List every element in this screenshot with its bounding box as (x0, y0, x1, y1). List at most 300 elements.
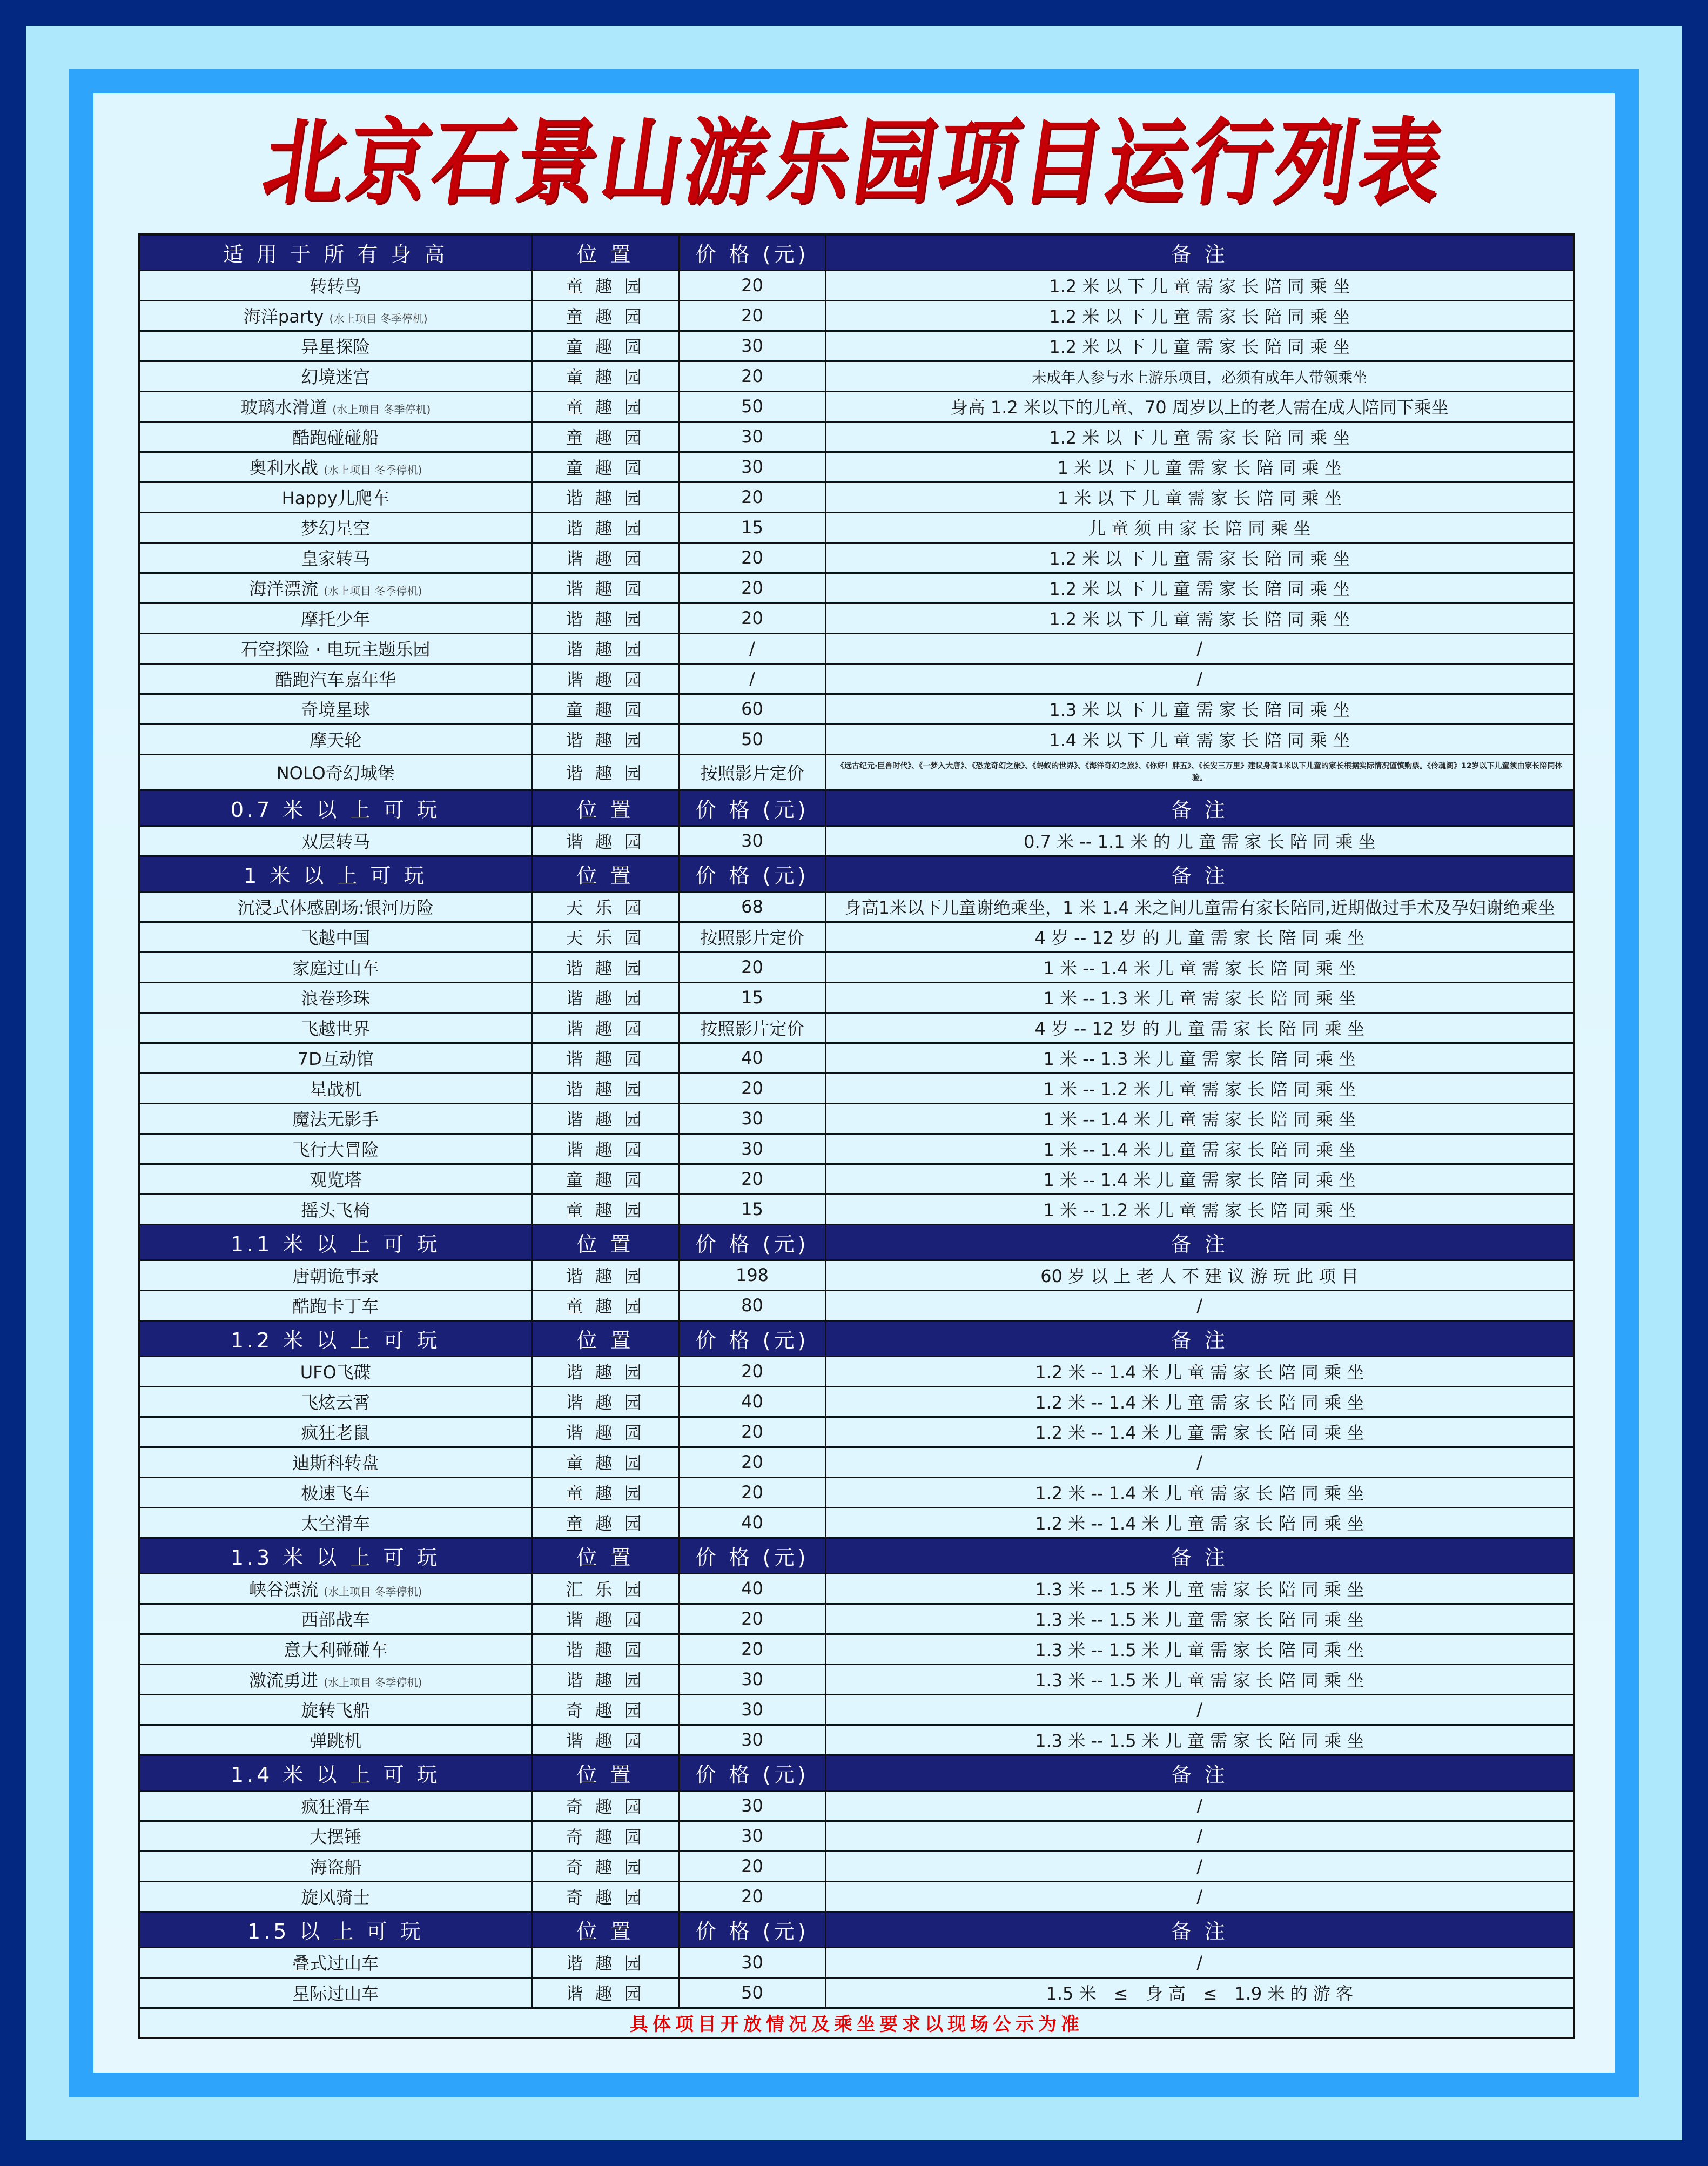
section-height-label: 1.3 米 以 上 可 玩 (139, 1538, 532, 1573)
ride-price: 30 (679, 1725, 825, 1755)
ride-location: 谐 趣 园 (532, 1664, 679, 1694)
ride-name-cell (139, 391, 532, 421)
column-header-price: 价 格 (元) (679, 790, 825, 826)
column-header-price: 价 格 (元) (679, 1224, 825, 1260)
column-header-price: 价 格 (元) (679, 1320, 825, 1356)
ride-price: 20 (679, 573, 825, 603)
ride-location: 童 趣 园 (532, 452, 679, 482)
ride-name-cell (139, 1012, 532, 1043)
table-row (139, 1694, 1574, 1725)
section-height-label: 1.5 以 上 可 玩 (139, 1912, 532, 1947)
table-row (139, 331, 1574, 361)
ride-price: 20 (679, 1447, 825, 1477)
section-header-row (139, 1912, 1574, 1947)
column-header-remark: 备 注 (825, 1538, 1574, 1573)
ride-price: 20 (679, 270, 825, 300)
ride-price: 按照影片定价 (679, 922, 825, 952)
ride-price: 按照影片定价 (679, 1012, 825, 1043)
ride-name-cell (139, 1164, 532, 1194)
ride-price: 68 (679, 891, 825, 922)
ride-location: 童 趣 园 (532, 1507, 679, 1538)
ride-name-cell (139, 1821, 532, 1851)
ride-name: 玻璃水滑道 (240, 397, 327, 418)
ride-remark: / (825, 1851, 1574, 1881)
ride-location: 童 趣 园 (532, 270, 679, 300)
ride-name: 酷跑卡丁车 (292, 1296, 379, 1317)
rides-table-body (139, 234, 1574, 2038)
ride-name-cell (139, 331, 532, 361)
ride-name: 疯狂老鼠 (301, 1423, 371, 1443)
ride-remark: 1.2 米 以 下 儿 童 需 家 长 陪 同 乘 坐 (825, 573, 1574, 603)
section-header-row (139, 856, 1574, 891)
section-height-label: 适 用 于 所 有 身 高 (139, 234, 532, 270)
column-header-remark: 备 注 (825, 856, 1574, 891)
ride-price: / (679, 633, 825, 663)
ride-price: 20 (679, 542, 825, 573)
table-row (139, 452, 1574, 482)
table-row (139, 754, 1574, 790)
ride-name: 飞炫云霄 (301, 1392, 371, 1413)
ride-name: 激流勇进 (249, 1670, 319, 1691)
ride-name-cell (139, 1134, 532, 1164)
ride-remark: 1.5 米 ≤ 身 高 ≤ 1.9 米 的 游 客 (825, 1977, 1574, 2008)
ride-price: 30 (679, 331, 825, 361)
section-header-row (139, 1538, 1574, 1573)
ride-name-cell (139, 1694, 532, 1725)
column-header-price: 价 格 (元) (679, 1912, 825, 1947)
ride-location: 谐 趣 园 (532, 1043, 679, 1073)
ride-location: 谐 趣 园 (532, 663, 679, 694)
ride-price: 15 (679, 1194, 825, 1224)
ride-name-cell (139, 1881, 532, 1912)
ride-name: UFO飞碟 (300, 1362, 371, 1383)
ride-price: 50 (679, 724, 825, 754)
ride-name-cell (139, 573, 532, 603)
ride-name-cell (139, 826, 532, 856)
ride-price: 30 (679, 452, 825, 482)
ride-name: 迪斯科转盘 (292, 1453, 379, 1473)
rides-table (138, 233, 1575, 2039)
ride-name-cell (139, 482, 532, 512)
ride-price: 20 (679, 1164, 825, 1194)
table-row (139, 421, 1574, 452)
ride-name: 意大利碰碰车 (284, 1640, 388, 1660)
ride-location: 谐 趣 园 (532, 633, 679, 663)
ride-price: 15 (679, 512, 825, 542)
ride-note: (水上项目 冬季停机) (324, 1676, 422, 1689)
ride-remark: 身高 1.2 米以下的儿童、70 周岁以上的老人需在成人陪同下乘坐 (825, 391, 1574, 421)
ride-name-cell (139, 724, 532, 754)
ride-note: (水上项目 冬季停机) (324, 585, 422, 598)
table-row (139, 952, 1574, 982)
ride-name: 星战机 (310, 1079, 362, 1099)
ride-name-cell (139, 270, 532, 300)
ride-remark: 1.2 米 以 下 儿 童 需 家 长 陪 同 乘 坐 (825, 270, 1574, 300)
ride-location: 谐 趣 园 (532, 1103, 679, 1134)
table-row (139, 1260, 1574, 1290)
column-header-location: 位 置 (532, 1224, 679, 1260)
ride-name: Happy儿爬车 (281, 488, 389, 508)
ride-remark: 1 米 -- 1.2 米 儿 童 需 家 长 陪 同 乘 坐 (825, 1194, 1574, 1224)
ride-remark: 1.2 米 以 下 儿 童 需 家 长 陪 同 乘 坐 (825, 421, 1574, 452)
ride-name: 梦幻星空 (301, 518, 371, 539)
ride-price: 20 (679, 1477, 825, 1507)
ride-location: 谐 趣 园 (532, 826, 679, 856)
table-row (139, 391, 1574, 421)
ride-name: 沉浸式体感剧场:银河历险 (237, 897, 434, 918)
table-row (139, 1073, 1574, 1103)
ride-name: 疯狂滑车 (301, 1796, 371, 1817)
ride-location: 谐 趣 园 (532, 952, 679, 982)
ride-remark: 1 米 -- 1.4 米 儿 童 需 家 长 陪 同 乘 坐 (825, 952, 1574, 982)
ride-name-cell (139, 603, 532, 633)
ride-location: 奇 趣 园 (532, 1851, 679, 1881)
ride-price: 80 (679, 1290, 825, 1320)
ride-name: 家庭过山车 (292, 958, 379, 978)
ride-name: 大摆锤 (310, 1827, 362, 1847)
ride-location: 谐 趣 园 (532, 573, 679, 603)
ride-price: 60 (679, 694, 825, 724)
ride-price: / (679, 663, 825, 694)
ride-remark: 1.3 米 -- 1.5 米 儿 童 需 家 长 陪 同 乘 坐 (825, 1664, 1574, 1694)
section-header-row (139, 790, 1574, 826)
ride-remark: 1.3 米 -- 1.5 米 儿 童 需 家 长 陪 同 乘 坐 (825, 1725, 1574, 1755)
section-header-row (139, 1320, 1574, 1356)
ride-location: 谐 趣 园 (532, 1134, 679, 1164)
ride-remark: / (825, 1947, 1574, 1977)
section-height-label: 1 米 以 上 可 玩 (139, 856, 532, 891)
ride-name-cell (139, 1260, 532, 1290)
table-row (139, 1725, 1574, 1755)
table-row (139, 1791, 1574, 1821)
footer-row (139, 2008, 1574, 2038)
ride-location: 谐 趣 园 (532, 724, 679, 754)
table-row (139, 1012, 1574, 1043)
ride-price: 50 (679, 1977, 825, 2008)
ride-remark: / (825, 633, 1574, 663)
ride-location: 谐 趣 园 (532, 982, 679, 1012)
table-row (139, 1134, 1574, 1164)
column-header-price: 价 格 (元) (679, 856, 825, 891)
table-row (139, 1947, 1574, 1977)
ride-name-cell (139, 1664, 532, 1694)
ride-price: 按照影片定价 (679, 754, 825, 790)
table-row (139, 891, 1574, 922)
ride-name: 摩天轮 (310, 730, 362, 750)
ride-price: 40 (679, 1386, 825, 1417)
table-row (139, 1417, 1574, 1447)
column-header-remark: 备 注 (825, 1224, 1574, 1260)
ride-name-cell (139, 1573, 532, 1604)
ride-name: 幻境迷宫 (301, 367, 371, 387)
ride-remark: 4 岁 -- 12 岁 的 儿 童 需 家 长 陪 同 乘 坐 (825, 922, 1574, 952)
ride-location: 奇 趣 园 (532, 1694, 679, 1725)
ride-remark: 1 米 -- 1.4 米 儿 童 需 家 长 陪 同 乘 坐 (825, 1164, 1574, 1194)
ride-note: (水上项目 冬季停机) (329, 312, 428, 325)
ride-price: 50 (679, 391, 825, 421)
ride-name: 飞越世界 (301, 1018, 371, 1039)
ride-name: 海盗船 (310, 1857, 362, 1877)
column-header-remark: 备 注 (825, 1755, 1574, 1791)
ride-name: 海洋漂流 (249, 579, 319, 599)
ride-name: 魔法无影手 (292, 1109, 379, 1130)
ride-price: 30 (679, 1694, 825, 1725)
column-header-price: 价 格 (元) (679, 1538, 825, 1573)
ride-name-cell (139, 694, 532, 724)
ride-name-cell (139, 1791, 532, 1821)
column-header-remark: 备 注 (825, 1912, 1574, 1947)
ride-price: 40 (679, 1573, 825, 1604)
ride-location: 天 乐 园 (532, 922, 679, 952)
ride-name-cell (139, 1194, 532, 1224)
ride-price: 20 (679, 482, 825, 512)
ride-name-cell (139, 1290, 532, 1320)
ride-name-cell (139, 1103, 532, 1134)
ride-name: 飞越中国 (301, 928, 371, 948)
ride-price: 20 (679, 1881, 825, 1912)
section-header-row (139, 1755, 1574, 1791)
ride-location: 童 趣 园 (532, 1447, 679, 1477)
ride-name-cell (139, 982, 532, 1012)
section-height-label: 1.2 米 以 上 可 玩 (139, 1320, 532, 1356)
ride-name-cell (139, 1604, 532, 1634)
ride-location: 童 趣 园 (532, 361, 679, 391)
column-header-location: 位 置 (532, 1320, 679, 1356)
table-row (139, 1664, 1574, 1694)
ride-note: (水上项目 冬季停机) (324, 464, 422, 477)
ride-price: 20 (679, 952, 825, 982)
ride-remark: 1.2 米 -- 1.4 米 儿 童 需 家 长 陪 同 乘 坐 (825, 1356, 1574, 1386)
column-header-location: 位 置 (532, 1912, 679, 1947)
ride-price: 15 (679, 982, 825, 1012)
ride-location: 童 趣 园 (532, 1290, 679, 1320)
ride-price: 20 (679, 1356, 825, 1386)
ride-name: 7D互动馆 (297, 1049, 374, 1069)
ride-price: 20 (679, 361, 825, 391)
table-row (139, 922, 1574, 952)
ride-location: 谐 趣 园 (532, 1012, 679, 1043)
ride-name-cell (139, 1851, 532, 1881)
ride-remark: / (825, 1694, 1574, 1725)
table-row (139, 603, 1574, 633)
ride-name: NOLO奇幻城堡 (276, 763, 395, 783)
ride-name: 弹跳机 (310, 1731, 362, 1751)
ride-remark: / (825, 1290, 1574, 1320)
ride-location: 奇 趣 园 (532, 1881, 679, 1912)
ride-price: 30 (679, 1791, 825, 1821)
ride-name: 观览塔 (310, 1170, 362, 1190)
ride-price: 30 (679, 1947, 825, 1977)
table-row (139, 1851, 1574, 1881)
page-title: 北京石景山游乐园项目运行列表 (256, 109, 1452, 218)
ride-location: 谐 趣 园 (532, 1260, 679, 1290)
column-header-remark: 备 注 (825, 790, 1574, 826)
ride-location: 谐 趣 园 (532, 1356, 679, 1386)
ride-remark: / (825, 663, 1574, 694)
ride-location: 童 趣 园 (532, 1477, 679, 1507)
table-row (139, 1356, 1574, 1386)
table-row (139, 1043, 1574, 1073)
ride-name-cell (139, 952, 532, 982)
ride-name-cell (139, 542, 532, 573)
ride-price: 30 (679, 1821, 825, 1851)
ride-name: 奇境星球 (301, 700, 371, 720)
table-row (139, 1164, 1574, 1194)
table-row (139, 633, 1574, 663)
ride-location: 童 趣 园 (532, 1164, 679, 1194)
ride-note: (水上项目 冬季停机) (332, 403, 431, 416)
ride-location: 汇 乐 园 (532, 1573, 679, 1604)
ride-location: 谐 趣 园 (532, 512, 679, 542)
ride-location: 谐 趣 园 (532, 482, 679, 512)
ride-name-cell (139, 452, 532, 482)
ride-remark: 1.3 米 -- 1.5 米 儿 童 需 家 长 陪 同 乘 坐 (825, 1573, 1574, 1604)
ride-remark: 1.3 米 -- 1.5 米 儿 童 需 家 长 陪 同 乘 坐 (825, 1604, 1574, 1634)
ride-name: 唐朝诡事录 (292, 1266, 379, 1286)
ride-name-cell (139, 891, 532, 922)
ride-price: 40 (679, 1043, 825, 1073)
ride-remark: 1.2 米 -- 1.4 米 儿 童 需 家 长 陪 同 乘 坐 (825, 1386, 1574, 1417)
ride-price: 20 (679, 603, 825, 633)
column-header-location: 位 置 (532, 1538, 679, 1573)
table-row (139, 1573, 1574, 1604)
ride-name: 旋风骑士 (301, 1887, 371, 1908)
ride-name: 海洋party (243, 306, 324, 327)
ride-remark: 未成年人参与水上游乐项目，必须有成年人带领乘坐 (825, 361, 1574, 391)
ride-name-cell (139, 663, 532, 694)
ride-name: 酷跑碰碰船 (292, 427, 379, 448)
ride-remark: 1 米 -- 1.2 米 儿 童 需 家 长 陪 同 乘 坐 (825, 1073, 1574, 1103)
ride-name: 奥利水战 (249, 458, 319, 478)
ride-remark: 《远古纪元·巨兽时代》、《一梦入大唐》、《恐龙奇幻之旅》、《蚂蚁的世界》、《海洋奇幻之旅》、《你好！胖五》、《长安三万里》建议身高1米以下儿童的家长根据实际情况谨慎购票。《伶魂阁》12岁以下儿童须由家长陪同体验。 (825, 754, 1574, 790)
ride-price: 20 (679, 1604, 825, 1634)
ride-remark: 1 米 以 下 儿 童 需 家 长 陪 同 乘 坐 (825, 482, 1574, 512)
ride-remark: 儿 童 须 由 家 长 陪 同 乘 坐 (825, 512, 1574, 542)
table-row (139, 1821, 1574, 1851)
table-row (139, 1447, 1574, 1477)
ride-remark: 1.2 米 以 下 儿 童 需 家 长 陪 同 乘 坐 (825, 542, 1574, 573)
ride-name-cell (139, 421, 532, 452)
column-header-location: 位 置 (532, 1755, 679, 1791)
section-height-label: 0.7 米 以 上 可 玩 (139, 790, 532, 826)
ride-remark: 1.3 米 以 下 儿 童 需 家 长 陪 同 乘 坐 (825, 694, 1574, 724)
ride-remark: 1.2 米 以 下 儿 童 需 家 长 陪 同 乘 坐 (825, 603, 1574, 633)
table-row (139, 542, 1574, 573)
table-row (139, 270, 1574, 300)
ride-name-cell (139, 1947, 532, 1977)
ride-name: 星际过山车 (292, 1983, 379, 2004)
ride-location: 童 趣 园 (532, 1194, 679, 1224)
table-row (139, 724, 1574, 754)
ride-remark: 1.2 米 -- 1.4 米 儿 童 需 家 长 陪 同 乘 坐 (825, 1417, 1574, 1447)
column-header-location: 位 置 (532, 790, 679, 826)
ride-location: 谐 趣 园 (532, 1634, 679, 1664)
table-row (139, 1604, 1574, 1634)
ride-name: 浪卷珍珠 (301, 988, 371, 1009)
ride-remark: / (825, 1881, 1574, 1912)
ride-note: (水上项目 冬季停机) (324, 1585, 422, 1598)
section-header-row (139, 1224, 1574, 1260)
ride-price: 20 (679, 1417, 825, 1447)
ride-name-cell (139, 633, 532, 663)
column-header-location: 位 置 (532, 234, 679, 270)
column-header-price: 价 格 (元) (679, 234, 825, 270)
table-row (139, 663, 1574, 694)
table-row (139, 982, 1574, 1012)
ride-remark: 1 米 -- 1.3 米 儿 童 需 家 长 陪 同 乘 坐 (825, 1043, 1574, 1073)
ride-name: 酷跑汽车嘉年华 (275, 669, 396, 690)
ride-remark: 4 岁 -- 12 岁 的 儿 童 需 家 长 陪 同 乘 坐 (825, 1012, 1574, 1043)
ride-name: 摇头飞椅 (301, 1200, 371, 1221)
section-height-label: 1.4 米 以 上 可 玩 (139, 1755, 532, 1791)
ride-name-cell (139, 1977, 532, 2008)
ride-name: 异星探险 (301, 337, 371, 357)
section-height-label: 1.1 米 以 上 可 玩 (139, 1224, 532, 1260)
ride-location: 童 趣 园 (532, 694, 679, 724)
table-row (139, 482, 1574, 512)
ride-name: 转转鸟 (310, 276, 362, 297)
ride-name: 极速飞车 (301, 1483, 371, 1504)
table-row (139, 1194, 1574, 1224)
ride-remark: 0.7 米 -- 1.1 米 的 儿 童 需 家 长 陪 同 乘 坐 (825, 826, 1574, 856)
ride-name: 飞行大冒险 (292, 1139, 379, 1160)
ride-remark: 1.2 米 以 下 儿 童 需 家 长 陪 同 乘 坐 (825, 300, 1574, 331)
ride-location: 谐 趣 园 (532, 1604, 679, 1634)
table-row (139, 1386, 1574, 1417)
ride-location: 谐 趣 园 (532, 1417, 679, 1447)
ride-price: 20 (679, 300, 825, 331)
ride-name: 摩托少年 (301, 609, 371, 629)
ride-price: 198 (679, 1260, 825, 1290)
ride-location: 谐 趣 园 (532, 603, 679, 633)
ride-name-cell (139, 1043, 532, 1073)
ride-name: 石空探险 · 电玩主题乐园 (240, 639, 431, 660)
ride-name-cell (139, 1386, 532, 1417)
ride-location: 谐 趣 园 (532, 1977, 679, 2008)
ride-remark: 身高1米以下儿童谢绝乘坐，1 米 1.4 米之间儿童需有家长陪同,近期做过手术及孕妇谢绝乘坐 (825, 891, 1574, 922)
ride-remark: 1 米 以 下 儿 童 需 家 长 陪 同 乘 坐 (825, 452, 1574, 482)
ride-name: 双层转马 (301, 831, 371, 852)
table-row (139, 1977, 1574, 2008)
ride-name-cell (139, 1477, 532, 1507)
ride-remark: 1 米 -- 1.4 米 儿 童 需 家 长 陪 同 乘 坐 (825, 1134, 1574, 1164)
ride-price: 30 (679, 1134, 825, 1164)
ride-price: 30 (679, 1103, 825, 1134)
column-header-location: 位 置 (532, 856, 679, 891)
ride-name-cell (139, 754, 532, 790)
ride-remark: / (825, 1821, 1574, 1851)
table-row (139, 1634, 1574, 1664)
ride-location: 谐 趣 园 (532, 754, 679, 790)
ride-remark: 1 米 -- 1.3 米 儿 童 需 家 长 陪 同 乘 坐 (825, 982, 1574, 1012)
ride-location: 童 趣 园 (532, 391, 679, 421)
ride-name: 旋转飞船 (301, 1700, 371, 1721)
ride-price: 20 (679, 1851, 825, 1881)
table-row (139, 1290, 1574, 1320)
table-row (139, 512, 1574, 542)
table-row (139, 1477, 1574, 1507)
table-row (139, 300, 1574, 331)
ride-location: 奇 趣 园 (532, 1791, 679, 1821)
ride-name-cell (139, 512, 532, 542)
table-row (139, 573, 1574, 603)
ride-name-cell (139, 1356, 532, 1386)
ride-remark: / (825, 1447, 1574, 1477)
ride-remark: 1.2 米 -- 1.4 米 儿 童 需 家 长 陪 同 乘 坐 (825, 1477, 1574, 1507)
ride-location: 谐 趣 园 (532, 1386, 679, 1417)
column-header-remark: 备 注 (825, 234, 1574, 270)
ride-name-cell (139, 1507, 532, 1538)
